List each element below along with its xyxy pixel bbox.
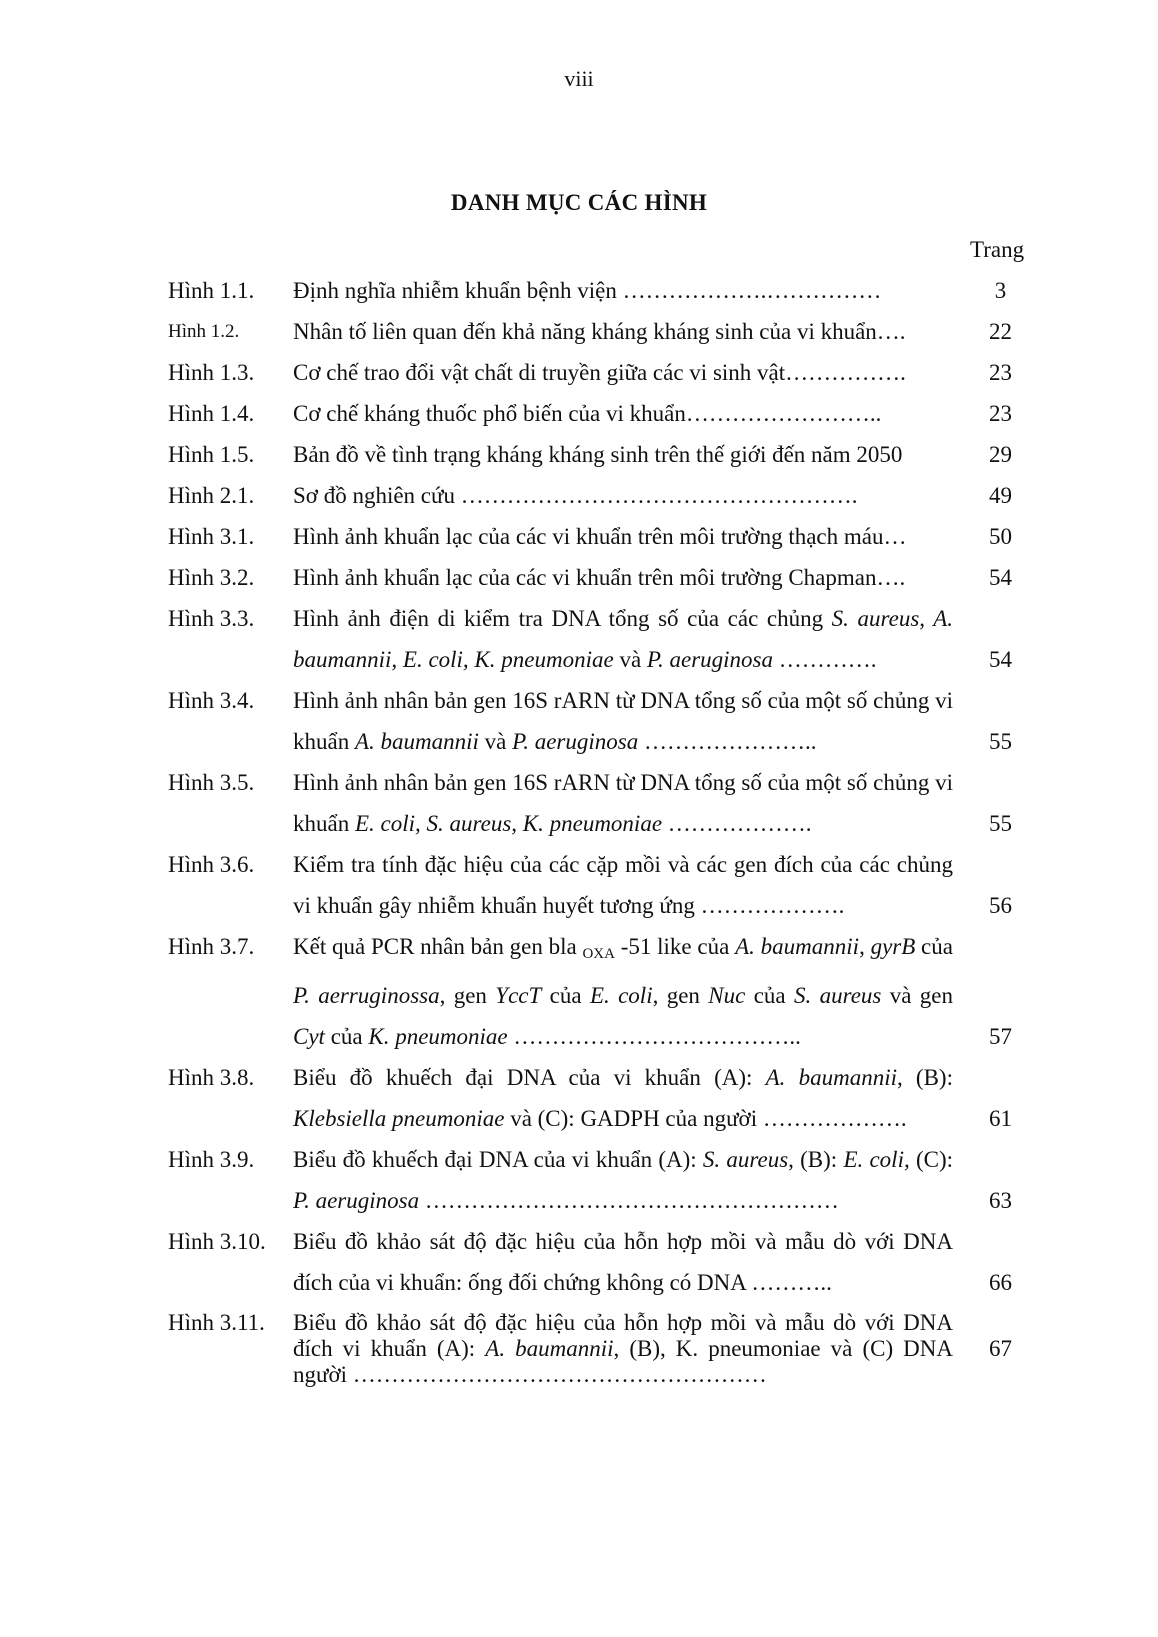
figure-label: Hình 3.1.: [168, 524, 255, 549]
figure-entry: [168, 680, 1048, 762]
figure-entry: [168, 844, 1048, 926]
figure-page-number: 56: [989, 893, 1012, 918]
figure-entry: [168, 393, 1048, 434]
figure-title: Hình ảnh nhân bản gen 16S rARN từ DNA tổng số của một số chủng vi khuẩn E. coli, S. aureus, K. pneumoniae ……………….: [293, 770, 953, 836]
figure-label: Hình 3.7.: [168, 934, 255, 959]
figure-label: Hình 3.2.: [168, 565, 255, 590]
figure-title: Bản đồ về tình trạng kháng kháng sinh trên thế giới đến năm 2050: [293, 442, 903, 467]
figure-label: Hình 3.4.: [168, 688, 255, 713]
figure-entry: [168, 598, 1048, 680]
figure-title: Nhân tố liên quan đến khả năng kháng kháng sinh của vi khuẩn….: [293, 319, 906, 344]
figure-title: Hình ảnh khuẩn lạc của các vi khuẩn trên môi trường thạch máu…: [293, 524, 907, 549]
figure-title: Hình ảnh nhân bản gen 16S rARN từ DNA tổng số của một số chủng vi khuẩn A. baumannii và P. aeruginosa …………………..: [293, 688, 953, 754]
figure-label: Hình 3.9.: [168, 1147, 255, 1172]
figure-page-number: 54: [989, 565, 1012, 590]
figure-page-number: 23: [989, 401, 1012, 426]
figure-entry: [168, 1057, 1048, 1139]
figure-label: Hình 3.5.: [168, 770, 255, 795]
figure-entry: [168, 1303, 1048, 1394]
figure-page-number: 29: [989, 442, 1012, 467]
figure-entry: [168, 434, 1048, 475]
figure-entry: [168, 516, 1048, 557]
figure-title: Hình ảnh điện di kiểm tra DNA tổng số của các chủng S. aureus, A. baumannii, E. coli, K. pneumoniae và P. aeruginosa ………….: [293, 606, 953, 672]
figure-page-number: 57: [989, 1024, 1012, 1049]
figure-entry: [168, 311, 1048, 352]
figure-label: Hình 1.5.: [168, 442, 255, 467]
figure-page-number: 54: [989, 647, 1012, 672]
page-title: DANH MỤC CÁC HÌNH: [450, 190, 708, 215]
figure-label: Hình 2.1.: [168, 483, 255, 508]
figure-page-number: 22: [989, 319, 1012, 344]
figure-label: Hình 3.11.: [168, 1310, 265, 1335]
figure-label: Hình 1.1.: [168, 278, 255, 303]
figure-entry: [168, 557, 1048, 598]
figure-page-number: 49: [989, 483, 1012, 508]
figure-page-number: 55: [989, 811, 1012, 836]
figure-title: Biểu đồ khảo sát độ đặc hiệu của hỗn hợp mồi và mẫu dò với DNA đích của vi khuẩn: ống đối chứng không có DNA ………..: [293, 1229, 953, 1295]
figure-title: Biểu đồ khuếch đại DNA của vi khuẩn (A): A. baumannii, (B): Klebsiella pneumoniae và (C): GADPH của người ……………….: [293, 1065, 953, 1131]
figure-title: Biểu đồ khuếch đại DNA của vi khuẩn (A): S. aureus, (B): E. coli, (C): P. aeruginosa ………………………………………………: [293, 1147, 953, 1213]
figure-title: Cơ chế kháng thuốc phổ biến của vi khuẩn……………………..: [293, 401, 882, 426]
figure-entry: [168, 1221, 1048, 1303]
figure-title: Kiểm tra tính đặc hiệu của các cặp mồi và các gen đích của các chủng vi khuẩn gây nhiễm khuẩn huyết tương ứng ……………….: [293, 852, 953, 918]
figure-entry: [168, 926, 1048, 1057]
figure-page-number: 63: [989, 1188, 1012, 1213]
figure-page-number: 3: [994, 278, 1007, 303]
page-column-label: Trang: [970, 237, 1025, 262]
figure-page-number: 50: [989, 524, 1012, 549]
figure-label: Hình 1.3.: [168, 360, 255, 385]
figure-title: Cơ chế trao đổi vật chất di truyền giữa các vi sinh vật…………….: [293, 360, 906, 385]
page-number: viii: [564, 66, 594, 91]
figure-title: Biểu đồ khảo sát độ đặc hiệu của hỗn hợp mồi và mẫu dò với DNA đích vi khuẩn (A): A. baumannii, (B), K. pneumoniae và (C) DNA người ………………………………………………: [293, 1310, 953, 1387]
figure-page-number: 55: [989, 729, 1012, 754]
figure-label: Hình 3.6.: [168, 852, 255, 877]
figure-title: Hình ảnh khuẩn lạc của các vi khuẩn trên môi trường Chapman….: [293, 565, 906, 590]
figure-title: Kết quả PCR nhân bản gen bla $_{OXA}$ -51 like của A. baumannii, gyrB của P. aerruginossa, gen YccT của E. coli, gen Nuc của S. aureus và gen Cyt của K. pneumoniae ………………………………..: [293, 934, 953, 1049]
figure-title: Định nghĩa nhiễm khuẩn bệnh viện ……………….……………: [293, 278, 882, 303]
figure-label: Hình 1.2.: [168, 321, 240, 342]
figure-label: Hình 3.10.: [168, 1229, 266, 1254]
figure-page-number: 66: [989, 1270, 1012, 1295]
figure-entry: [168, 270, 1048, 311]
figure-entry: [168, 475, 1048, 516]
figure-entry: [168, 352, 1048, 393]
figure-page-number: 67: [989, 1336, 1012, 1361]
figure-entry: [168, 762, 1048, 844]
figure-label: Hình 3.3.: [168, 606, 255, 631]
figure-entry: [168, 1139, 1048, 1221]
figure-label: Hình 3.8.: [168, 1065, 255, 1090]
figure-title: Sơ đồ nghiên cứu …………………………………………….: [293, 483, 858, 508]
figure-page-number: 23: [989, 360, 1012, 385]
figure-list: [168, 270, 1048, 1394]
figure-page-number: 61: [989, 1106, 1012, 1131]
figure-label: Hình 1.4.: [168, 401, 255, 426]
